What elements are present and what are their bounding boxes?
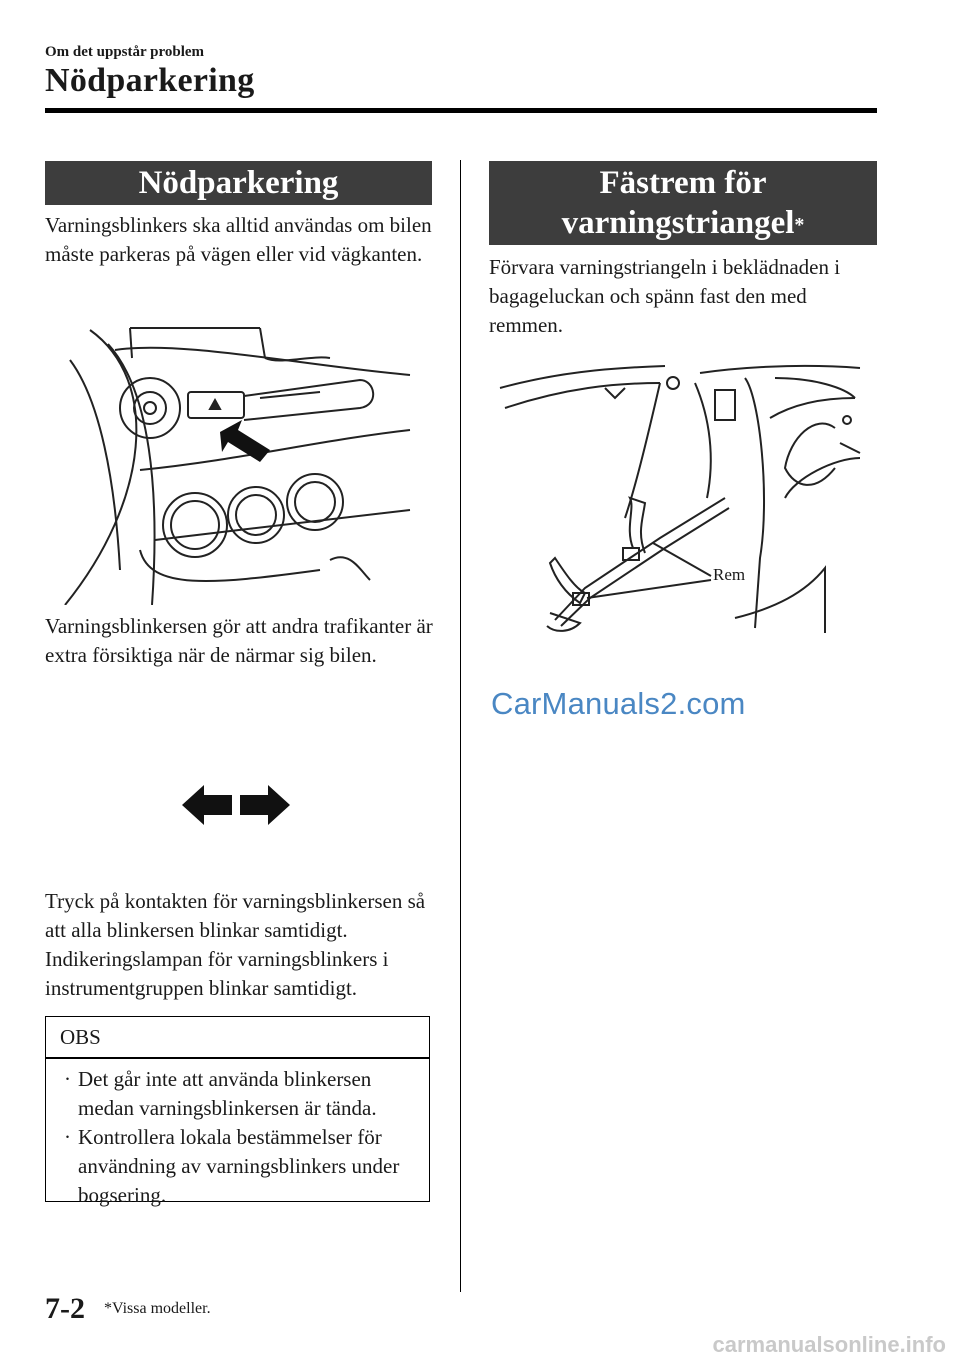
note-item-text: Kontrollera lokala bestämmelser för användning av varningsblinkers under bogsering. [78, 1125, 400, 1207]
carmanuals-watermark: CarManuals2.com [491, 686, 746, 721]
carmanualsonline-watermark: carmanualsonline.info [712, 1332, 946, 1357]
paragraph-hazard-usage: Varningsblinkers ska alltid användas om bilen måste parkeras på vägen eller vid vägkanten. [45, 213, 432, 266]
dashboard-hazard-switch-illustration [60, 320, 420, 605]
section-header-nodparkering: Nödparkering [45, 161, 432, 205]
note-title: OBS [60, 1025, 101, 1049]
page-number: 7-2 [45, 1292, 85, 1325]
footnote: *Vissa modeller. [104, 1300, 211, 1317]
paragraph-triangle-storage: Förvara varningstriangeln i beklädnaden i bagageluckan och spänn fast den med remmen. [489, 255, 841, 337]
header-rule [45, 108, 877, 113]
bullet-icon: · [64, 1125, 71, 1149]
section-header-fastrem [489, 161, 877, 245]
footnote-mark: * [794, 214, 805, 236]
breadcrumb: Om det uppstår problem [45, 44, 205, 60]
page-title: Nödparkering [45, 62, 255, 99]
bullet-icon: · [64, 1067, 71, 1091]
paragraph-hazard-effect: Varningsblinkersen gör att andra trafikanter är extra försiktiga när de närmar sig bilen. [45, 614, 433, 667]
note-box [45, 1016, 430, 1207]
note-divider [46, 1057, 429, 1059]
section-header-text: Fästrem för varningstriangel [561, 165, 795, 241]
note-item-text: Det går inte att använda blinkersen medan varningsblinkersen är tända. [78, 1067, 377, 1120]
paragraph-hazard-switch: Tryck på kontakten för varningsblinkersen så att alla blinkersen blinkar samtidigt. Indikeringslampan för varningsblinkers i instrumentgruppen blinkar samtidigt. [45, 889, 426, 1000]
note-item [64, 1123, 414, 1210]
hazard-arrows-icon [180, 783, 292, 828]
column-divider [460, 160, 461, 1292]
note-item [64, 1065, 414, 1123]
trunk-strap-illustration [495, 358, 865, 638]
figure-label-rem: Rem [713, 565, 746, 584]
